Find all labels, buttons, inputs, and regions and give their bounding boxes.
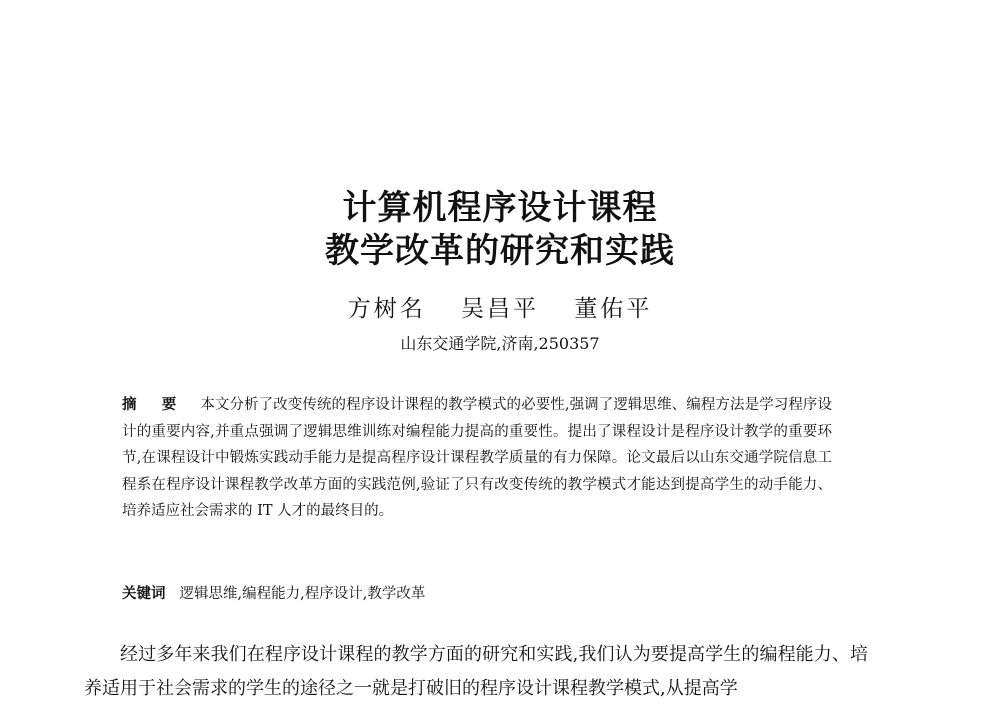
abstract-text: 本文分析了改变传统的程序设计课程的教学模式的必要性,强调了逻辑思维、编程方法是学习程序设计的重要内容,并重点强调了逻辑思维训练对编程能力提高的重要性。提出了课程设计是程序设计教学的重要环节,在课程设计中锻炼实践动手能力是提高程序设计课程教学质量的有力保障。论文最后以山东交通学院信息工程系在程序设计课程教学改革方面的实践范例,验证了只有改变传统的教学模式才能达到提高学生的动手能力、培养适应社会需求的 IT 人才的最终目的。 bbox=[122, 397, 832, 520]
author-name: 董佑平 bbox=[574, 296, 653, 322]
author-affiliation: 山东交通学院,济南,250357 bbox=[400, 334, 600, 353]
author-list bbox=[0, 294, 1000, 324]
paper-title-line-1: 计算机程序设计课程 bbox=[342, 188, 658, 228]
keywords-section bbox=[122, 582, 832, 606]
keywords-label: 关键词 bbox=[122, 586, 166, 602]
keywords-text: 逻辑思维,编程能力,程序设计,教学改革 bbox=[179, 586, 426, 602]
abstract-label: 摘 要 bbox=[122, 397, 187, 413]
abstract-section bbox=[122, 392, 832, 525]
author-name: 吴昌平 bbox=[461, 296, 539, 322]
paper-title-line-2: 教学改革的研究和实践 bbox=[325, 231, 675, 271]
body-text bbox=[84, 638, 868, 706]
body-paragraph: 经过多年来我们在程序设计课程的教学方面的研究和实践,我们认为要提高学生的编程能力、培养适用于社会需求的学生的途径之一就是打破旧的程序设计课程教学模式,从提高学 bbox=[84, 644, 868, 699]
author-name: 方树名 bbox=[347, 296, 426, 322]
